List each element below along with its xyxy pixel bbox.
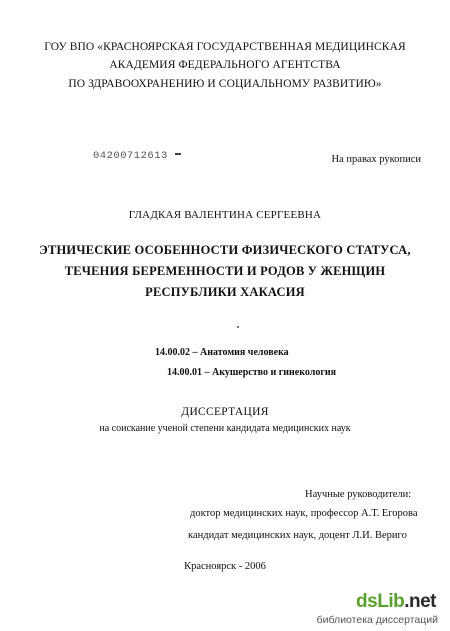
stamp-dash-mark [175, 153, 181, 155]
dslib-subtitle: библиотека диссертаций [316, 614, 438, 626]
supervisor-2: кандидат медицинских наук, доцент Л.И. Вериго [188, 530, 407, 541]
title-line-2: ТЕЧЕНИЯ БЕРЕМЕННОСТИ И РОДОВ У ЖЕНЩИН [64, 264, 386, 278]
dslib-logo-main: dsLib [356, 591, 405, 612]
institution-line-1: ГОУ ВПО «КРАСНОЯРСКАЯ ГОСУДАРСТВЕННАЯ МЕДИЦИНСКАЯ [44, 41, 406, 53]
supervisors-heading: Научные руководители: [305, 489, 412, 500]
degree-line: на соискание ученой степени кандидата медицинских наук [99, 423, 351, 434]
specialty-anatomy: 14.00.02 – Анатомия человека [155, 347, 289, 358]
institution-line-3: ПО ЗДРАВООХРАНЕНИЮ И СОЦИАЛЬНОМУ РАЗВИТИЮ» [68, 78, 382, 90]
title-line-3: РЕСПУБЛИКИ ХАКАСИЯ [145, 285, 305, 299]
title-line-1: ЭТНИЧЕСКИЕ ОСОБЕННОСТИ ФИЗИЧЕСКОГО СТАТУСА, [39, 243, 411, 257]
place-year: Красноярск - 2006 [184, 561, 266, 572]
document-type: ДИССЕРТАЦИЯ [181, 406, 269, 418]
supervisor-1: доктор медицинских наук, профессор А.Т. Егорова [190, 508, 418, 519]
author-name: ГЛАДКАЯ ВАЛЕНТИНА СЕРГЕЕВНА [128, 209, 322, 221]
dslib-logo-suffix: .net [404, 591, 436, 612]
specialty-obstetrics: 14.00.01 – Акушерство и гинекология [167, 367, 337, 378]
institution-line-2: АКАДЕМИЯ ФЕДЕРАЛЬНОГО АГЕНТСТВА [109, 59, 341, 71]
rights-note: На правах рукописи [331, 154, 421, 165]
speck-mark [237, 326, 239, 328]
library-stamp-number: 04200712613 [93, 150, 168, 162]
dslib-logo[interactable] [356, 591, 436, 613]
